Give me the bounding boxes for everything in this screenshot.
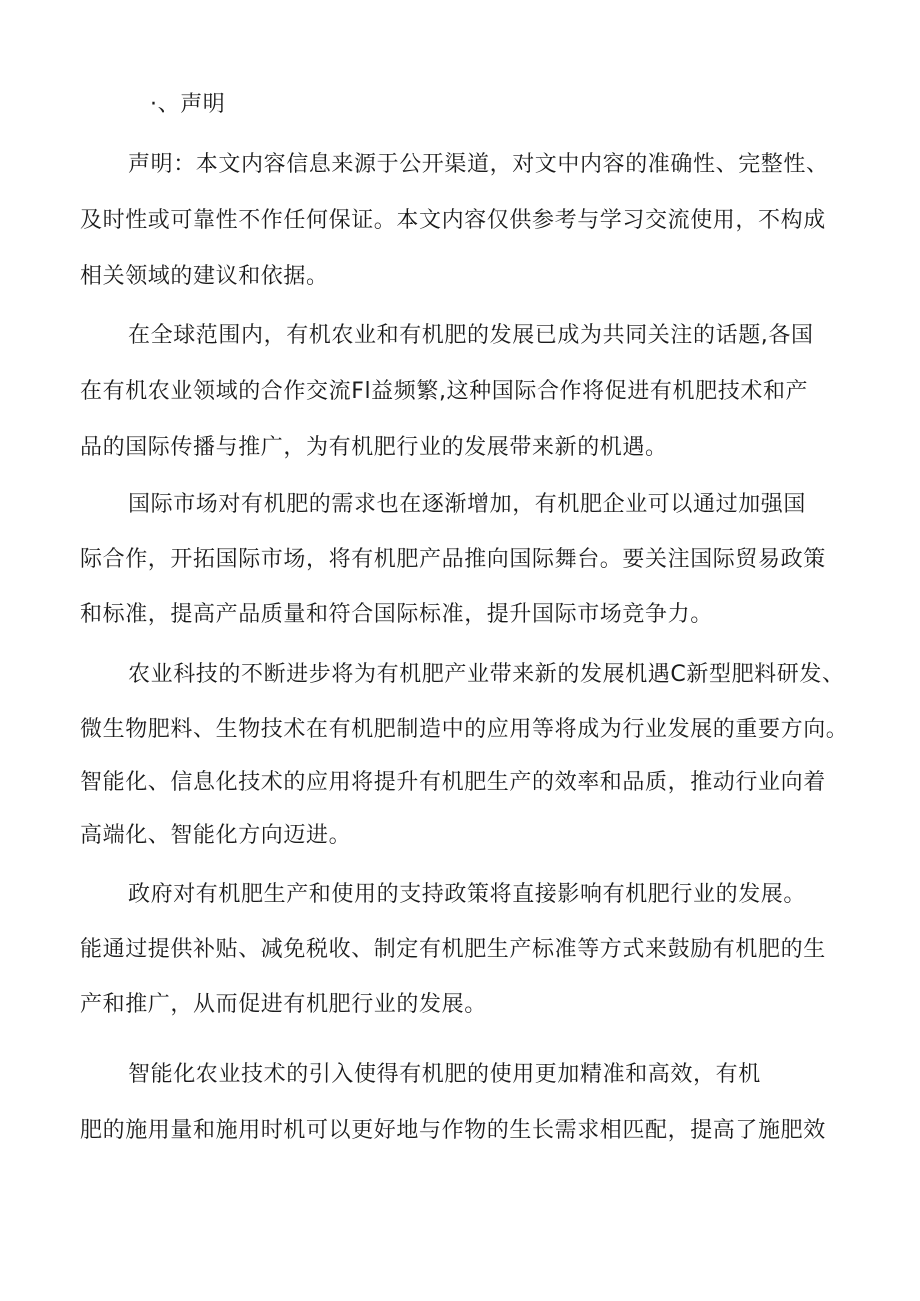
- paragraph-3-line-2: 际合作，开拓国际市场，将有机肥产品推向国际舞台。要关注国际贸易政策: [80, 547, 826, 572]
- paragraph-5-line-3: 产和推广，从而促进有机肥行业的发展。: [80, 992, 487, 1017]
- paragraph-2-line-3: 品的国际传播与推广，为有机肥行业的发展带来新的机遇。: [80, 435, 668, 460]
- paragraph-2-line-2: 在有机农业领域的合作交流Fl益频繁,这种国际合作将促进有机肥技术和产: [80, 379, 809, 404]
- paragraph-3-line-1: 国际市场对有机肥的需求也在逐渐增加，有机肥企业可以通过加强国: [128, 492, 807, 517]
- paragraph-5-line-2: 能通过提供补贴、减免税收、制定有机肥生产标准等方式来鼓励有机肥的生: [80, 937, 826, 962]
- paragraph-5-line-1: 政府对有机肥生产和使用的支持政策将直接影响有机肥行业的发展。: [128, 882, 807, 907]
- paragraph-4-line-3: 智能化、信息化技术的应用将提升有机肥生产的效率和品质，推动行业向着: [80, 770, 826, 795]
- paragraph-1-line-1: 声明：本文内容信息来源于公开渠道，对文中内容的准确性、完整性、: [128, 152, 829, 177]
- paragraph-6-line-1: 智能化农业技术的引入使得有机肥的使用更加精准和高效，有机: [128, 1062, 761, 1087]
- paragraph-2-line-1: 在全球范围内，有机农业和有机肥的发展已成为共同关注的话题,各国: [128, 323, 814, 348]
- paragraph-3-line-3: 和标准，提高产品质量和符合国际标准，提升国际市场竞争力。: [80, 602, 713, 627]
- paragraph-4-line-1: 农业科技的不断进步将为有机肥产业带来新的发展机遇C新型肥料研发、: [128, 662, 845, 687]
- section-heading: ·、声明: [150, 92, 226, 117]
- paragraph-6-line-2: 肥的施用量和施用时机可以更好地与作物的生长需求相匹配，提高了施肥效: [80, 1118, 826, 1143]
- paragraph-1-line-3: 相关领域的建议和依据。: [80, 264, 329, 289]
- paragraph-4-line-2: 微生物肥料、生物技术在有机肥制造中的应用等将成为行业发展的重要方向。: [80, 717, 849, 742]
- paragraph-1-line-2: 及时性或可靠性不作任何保证。本文内容仅供参考与学习交流使用，不构成: [80, 208, 826, 233]
- paragraph-4-line-4: 高端化、智能化方向迈进。: [80, 823, 352, 848]
